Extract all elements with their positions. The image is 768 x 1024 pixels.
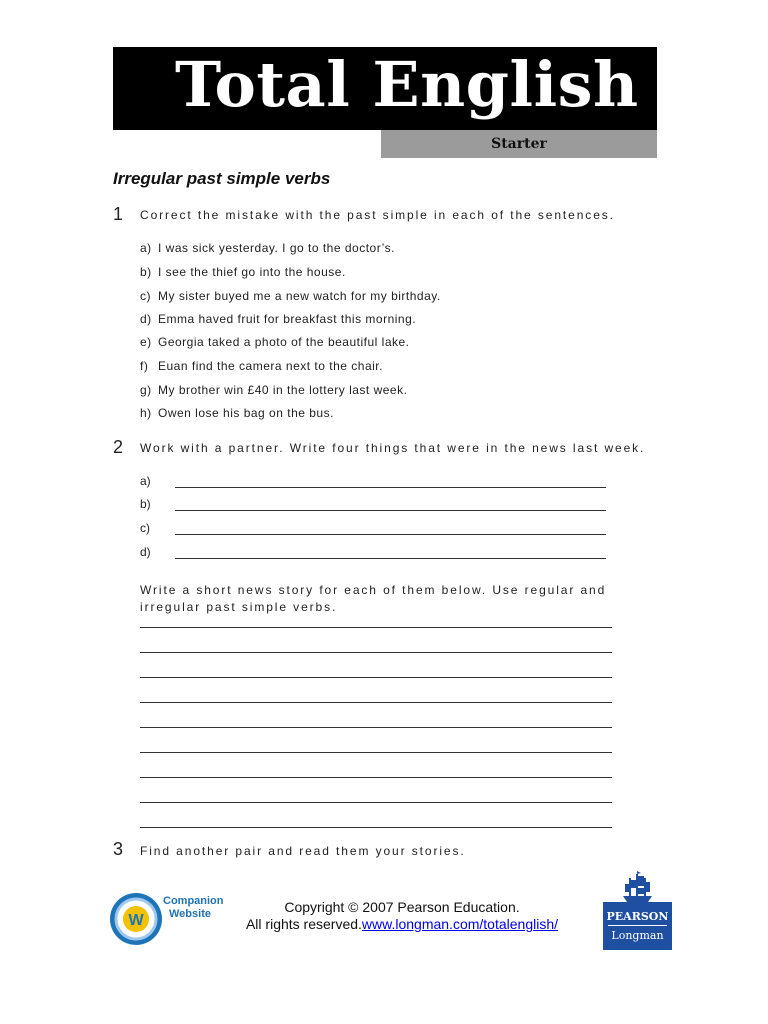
list-item bbox=[140, 240, 395, 256]
writing-line[interactable] bbox=[140, 727, 612, 728]
item-text: My brother win £40 in the lottery last week. bbox=[158, 383, 408, 397]
totalenglish-link[interactable]: www.longman.com/totalenglish/ bbox=[361, 916, 559, 932]
copyright-line-1: Copyright © 2007 Pearson Education. bbox=[284, 899, 520, 915]
list-item bbox=[140, 405, 334, 421]
list-item bbox=[140, 382, 407, 398]
item-letter: f) bbox=[140, 359, 149, 373]
rights-reserved-text: All rights reserved. bbox=[245, 916, 362, 932]
writing-line[interactable] bbox=[140, 702, 612, 703]
answer-line bbox=[175, 558, 606, 559]
blank-letter: a) bbox=[140, 474, 151, 488]
item-text: Emma haved fruit for breakfast this morning. bbox=[158, 312, 417, 326]
answer-line bbox=[175, 510, 606, 511]
writing-line[interactable] bbox=[140, 802, 612, 803]
exercise-2-number: 2 bbox=[113, 437, 124, 457]
pearson-longman-logo bbox=[603, 870, 672, 950]
answer-blank-a[interactable] bbox=[140, 473, 606, 489]
item-text: My sister buyed me a new watch for my birthday. bbox=[158, 289, 441, 303]
item-letter: c) bbox=[140, 289, 151, 303]
page-title: Irregular past simple verbs bbox=[113, 169, 331, 188]
level-label: Starter bbox=[491, 136, 547, 152]
answer-blank-d[interactable] bbox=[140, 544, 606, 560]
item-letter: d) bbox=[140, 312, 152, 326]
list-item bbox=[140, 334, 410, 350]
pearson-wordmark: PEARSON bbox=[606, 910, 669, 923]
ship-icon bbox=[603, 870, 672, 904]
list-item bbox=[140, 288, 441, 304]
writing-line[interactable] bbox=[140, 777, 612, 778]
companion-website-logo[interactable] bbox=[108, 890, 228, 948]
writing-line[interactable] bbox=[140, 677, 612, 678]
item-text: Euan find the camera next to the chair. bbox=[158, 359, 383, 373]
companion-label bbox=[163, 895, 224, 921]
companion-label-line2: Website bbox=[169, 908, 211, 920]
blank-letter: b) bbox=[140, 497, 151, 511]
item-letter: g) bbox=[140, 383, 152, 397]
item-text: I see the thief go into the house. bbox=[158, 265, 346, 279]
item-text: I was sick yesterday. I go to the doctor’s. bbox=[158, 241, 395, 255]
copyright-line-2 bbox=[236, 916, 568, 933]
item-letter: a) bbox=[140, 241, 152, 255]
header-banner bbox=[113, 47, 657, 130]
book-title: Total English bbox=[175, 48, 639, 121]
exercise-1-number: 1 bbox=[113, 204, 124, 224]
blank-letter: d) bbox=[140, 545, 151, 559]
answer-blank-b[interactable] bbox=[140, 496, 606, 512]
writing-line[interactable] bbox=[140, 752, 612, 753]
copyright-notice bbox=[236, 899, 568, 933]
item-text: Georgia taked a photo of the beautiful lake. bbox=[158, 335, 410, 349]
longman-wordmark: Longman bbox=[611, 929, 664, 942]
answer-blank-c[interactable] bbox=[140, 520, 606, 536]
answer-line bbox=[175, 534, 606, 535]
item-letter: e) bbox=[140, 335, 152, 349]
exercise-2-instruction: Work with a partner. Write four things that were in the news last week. bbox=[140, 441, 646, 455]
list-item bbox=[140, 264, 346, 280]
logo-divider bbox=[608, 925, 667, 926]
exercise-1-instruction: Correct the mistake with the past simple in each of the sentences. bbox=[140, 208, 615, 222]
item-letter: h) bbox=[140, 406, 152, 420]
writing-line[interactable] bbox=[140, 827, 612, 828]
writing-line[interactable] bbox=[140, 627, 612, 628]
exercise-3-number: 3 bbox=[113, 839, 124, 859]
companion-label-line1: Companion bbox=[163, 895, 224, 907]
list-item bbox=[140, 358, 383, 374]
item-letter: b) bbox=[140, 265, 152, 279]
exercise-3-instruction: Find another pair and read them your stories. bbox=[140, 844, 466, 858]
exercise-2-paragraph: Write a short news story for each of them below. Use regular and irregular past simple verbs. bbox=[140, 583, 607, 614]
answer-line bbox=[175, 487, 606, 488]
pearson-box bbox=[603, 902, 672, 950]
item-text: Owen lose his bag on the bus. bbox=[158, 406, 334, 420]
level-banner bbox=[381, 130, 657, 158]
list-item bbox=[140, 311, 416, 327]
companion-badge-letter: W bbox=[128, 912, 144, 929]
blank-letter: c) bbox=[140, 521, 150, 535]
writing-line[interactable] bbox=[140, 652, 612, 653]
